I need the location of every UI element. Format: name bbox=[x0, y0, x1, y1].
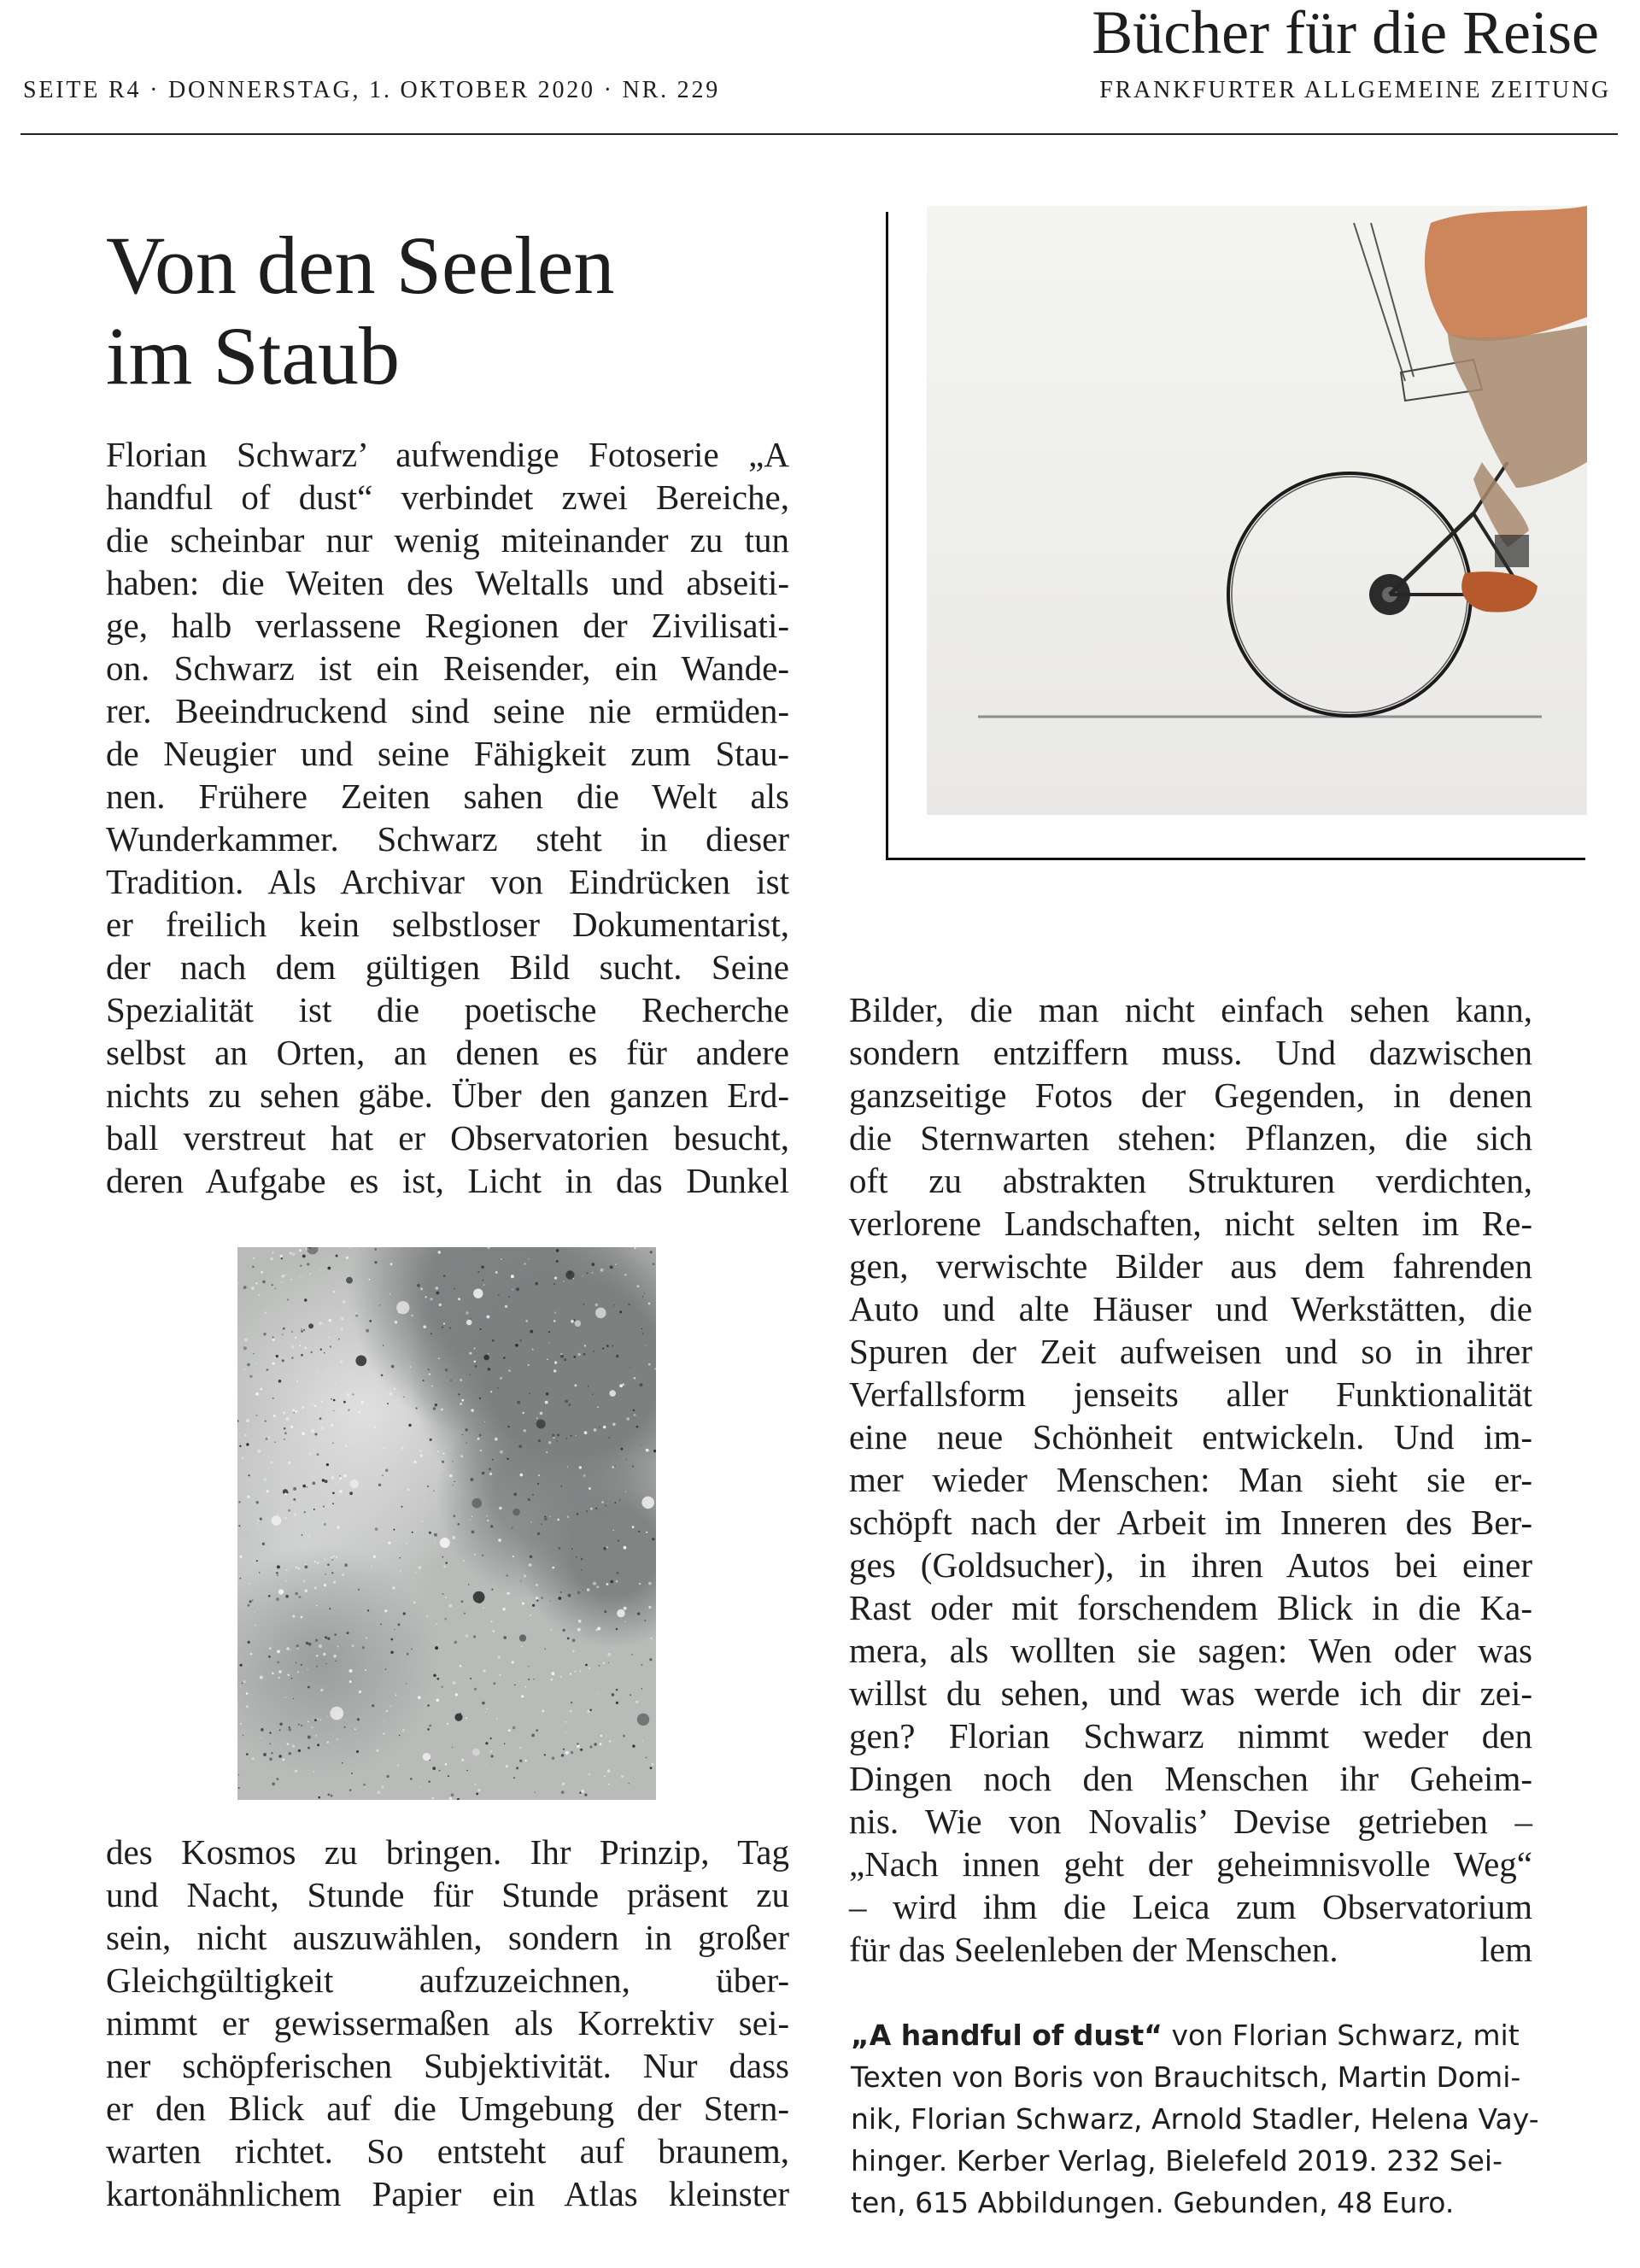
book-info-line bbox=[851, 2014, 1534, 2056]
book-info-line: nik, Florian Schwarz, Arnold Stadler, Helena Vay- bbox=[851, 2102, 1539, 2136]
author-signature: lem bbox=[1479, 1930, 1532, 1969]
header-rule bbox=[20, 133, 1618, 135]
column-1b-line: Gleichgültigkeit aufzuzeichnen, über- bbox=[106, 1960, 789, 2000]
book-info-box bbox=[851, 2014, 1539, 2224]
illustration-frame bbox=[886, 212, 1585, 860]
column-1-line: ball verstreut hat er Observatorien besucht, bbox=[106, 1118, 789, 1157]
column-2-line: „Nach innen geht der geheimnisvolle Weg“ bbox=[849, 1844, 1532, 1884]
column-1-line: die scheinbar nur wenig miteinander zu tun bbox=[106, 520, 789, 560]
column-1b-line: und Nacht, Stunde für Stunde präsent zu bbox=[106, 1875, 789, 1914]
column-2-line: gen, verwischte Bilder aus dem fahrenden bbox=[849, 1246, 1532, 1286]
column-1-line: Wunderkammer. Schwarz steht in dieser bbox=[106, 819, 789, 859]
column-1-line: handful of dust“ verbindet zwei Bereiche, bbox=[106, 478, 789, 517]
column-1-line: de Neugier und seine Fähigkeit zum Stau- bbox=[106, 734, 789, 773]
section-title: Bücher für die Reise bbox=[1092, 0, 1599, 67]
column-1-line: Tradition. Als Archivar von Eindrücken ist bbox=[106, 862, 789, 901]
star-field-photo bbox=[237, 1247, 656, 1800]
column-2-line: ges (Goldsucher), in ihren Autos bei einer bbox=[849, 1545, 1532, 1585]
column-2-line: mera, als wollten sie sagen: Wen oder was bbox=[849, 1631, 1532, 1670]
article-column-1-bottom bbox=[106, 1831, 789, 2215]
book-title: „A handful of dust“ bbox=[851, 2019, 1163, 2052]
column-1-line: Spezialität ist die poetische Recherche bbox=[106, 990, 789, 1029]
column-2-line: Rast oder mit forschendem Blick in die Ka- bbox=[849, 1588, 1532, 1627]
column-1b-line: warten richtet. So entsteht auf braunem, bbox=[106, 2131, 789, 2171]
column-2-line: mer wieder Menschen: Man sieht sie er- bbox=[849, 1460, 1532, 1499]
column-2-line: verlorene Landschaften, nicht selten im Re- bbox=[849, 1204, 1532, 1243]
column-1-line: Florian Schwarz’ aufwendige Fotoserie „A bbox=[106, 435, 789, 474]
article-column-1-top bbox=[106, 433, 789, 1202]
column-1b-line: ner schöpferischen Subjektivität. Nur dass bbox=[106, 2046, 789, 2085]
column-2-line: ganzseitige Fotos der Gegenden, in denen bbox=[849, 1075, 1532, 1115]
column-1b-line: sein, nicht auszuwählen, sondern in großer bbox=[106, 1918, 789, 1957]
book-info-line: Texten von Boris von Brauchitsch, Martin Domi- bbox=[851, 2060, 1521, 2094]
column-1-line: ge, halb verlassene Regionen der Zivilisati- bbox=[106, 606, 789, 645]
column-2-line: eine neue Schönheit entwickeln. Und im- bbox=[849, 1417, 1532, 1456]
star-field-graphic bbox=[237, 1247, 656, 1800]
column-2-line: sondern entziffern muss. Und dazwischen bbox=[849, 1033, 1532, 1072]
column-1b-line: nimmt er gewissermaßen als Korrektiv sei- bbox=[106, 2003, 789, 2042]
final-line-text: für das Seelenleben der Menschen. bbox=[849, 1930, 1338, 1969]
headline-line-2: im Staub bbox=[106, 310, 401, 401]
headline-line-1: Von den Seelen bbox=[106, 220, 615, 311]
column-1-line: er freilich kein selbstloser Dokumentarist, bbox=[106, 905, 789, 944]
column-1b-line: des Kosmos zu bringen. Ihr Prinzip, Tag bbox=[106, 1832, 789, 1872]
column-1b-line: kartonähnlichem Papier ein Atlas kleinster bbox=[106, 2174, 789, 2213]
column-1-line: deren Aufgabe es ist, Licht in das Dunkel bbox=[106, 1161, 789, 1200]
book-info-line-rest: von Florian Schwarz, mit bbox=[1162, 2019, 1520, 2052]
column-2-line: Dingen noch den Menschen ihr Geheim- bbox=[849, 1759, 1532, 1798]
column-2-line: Spuren der Zeit aufweisen und so in ihrer bbox=[849, 1332, 1532, 1371]
column-2-line: nis. Wie von Novalis’ Devise getrieben – bbox=[849, 1802, 1532, 1841]
column-2-line: willst du sehen, und was werde ich dir zei- bbox=[849, 1673, 1532, 1713]
book-info-line: hinger. Kerber Verlag, Bielefeld 2019. 232 Sei- bbox=[851, 2144, 1503, 2177]
column-2-line: die Sternwarten stehen: Pflanzen, die sich bbox=[849, 1118, 1532, 1157]
column-1-line: nichts zu sehen gäbe. Über den ganzen Erd- bbox=[106, 1075, 789, 1115]
article-column-2 bbox=[849, 988, 1532, 1971]
book-info-line: ten, 615 Abbildungen. Gebunden, 48 Euro. bbox=[851, 2186, 1455, 2219]
column-1-line: on. Schwarz ist ein Reisender, ein Wande- bbox=[106, 648, 789, 688]
column-2-final-line bbox=[849, 1928, 1532, 1971]
column-1-line: haben: die Weiten des Weltalls und abseiti- bbox=[106, 563, 789, 602]
newspaper-name: FRANKFURTER ALLGEMEINE ZEITUNG bbox=[1099, 77, 1611, 103]
column-1-line: rer. Beeindruckend sind seine nie ermüden- bbox=[106, 691, 789, 730]
article-headline bbox=[106, 220, 840, 401]
column-2-line: schöpft nach der Arbeit im Inneren des Ber- bbox=[849, 1503, 1532, 1542]
column-2-line: oft zu abstrakten Strukturen verdichten, bbox=[849, 1161, 1532, 1200]
column-1-line: selbst an Orten, an denen es für andere bbox=[106, 1033, 789, 1072]
column-2-line: Auto und alte Häuser und Werkstätten, die bbox=[849, 1289, 1532, 1328]
column-2-line: – wird ihm die Leica zum Observatorium bbox=[849, 1887, 1532, 1926]
column-1-line: nen. Frühere Zeiten sahen die Welt als bbox=[106, 777, 789, 816]
column-2-line: Verfallsform jenseits aller Funktionalität bbox=[849, 1374, 1532, 1414]
column-2-line: gen? Florian Schwarz nimmt weder den bbox=[849, 1716, 1532, 1755]
page-folio: SEITE R4 · DONNERSTAG, 1. OKTOBER 2020 · NR. 229 bbox=[23, 77, 721, 103]
column-1b-line: er den Blick auf die Umgebung der Stern- bbox=[106, 2089, 789, 2128]
column-1-line: der nach dem gültigen Bild sucht. Seine bbox=[106, 947, 789, 987]
column-2-line: Bilder, die man nicht einfach sehen kann, bbox=[849, 990, 1532, 1029]
